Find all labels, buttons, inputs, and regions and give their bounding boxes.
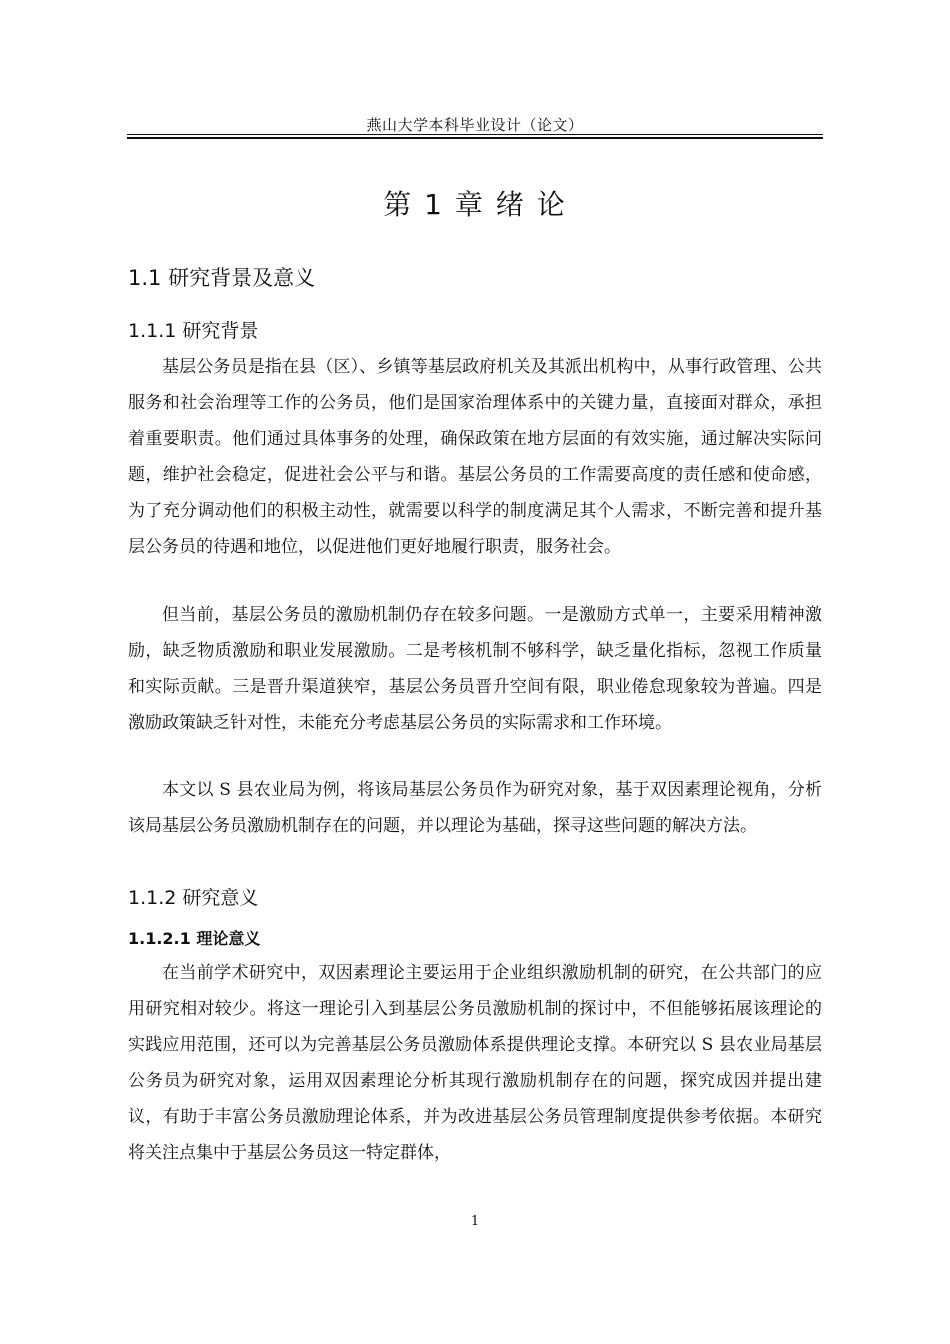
paragraph-background-1: 基层公务员是指在县（区）、乡镇等基层政府机关及其派出机构中，从事行政管理、公共服务和社会治理等工作的公务员，他们是国家治理体系中的关键力量，直接面对群众，承担着重要职责。他们通过具体事务的处理，确保政策在地方层面的有效实施，通过解决实际问题，维护社会稳定，促进社会公平与和谐。基层公务员的工作需要高度的责任感和使命感，为了充分调动他们的积极主动性，就需要以科学的制度满足其个人需求，不断完善和提升基层公务员的待遇和地位，以促进他们更好地履行职责，服务社会。 <box>128 357 822 557</box>
paragraph-theory-significance: 在当前学术研究中，双因素理论主要运用于企业组织激励机制的研究，在公共部门的应用研究相对较少。将这一理论引入到基层公务员激励机制的探讨中，不但能够拓展该理论的实践应用范围，还可以为完善基层公务员激励体系提供理论支撑。本研究以 S 县农业局基层公务员为研究对象，运用双因素理论分析其现行激励机制存在的问题，探究成因并提出建议，有助于丰富公务员激励理论体系，并为改进基层公务员管理制度提供参考依据。本研究将关注点集中于基层公务员这一特定群体， <box>128 963 822 1163</box>
section-heading-1-1-1: 1.1.1 研究背景 <box>128 320 259 342</box>
header-rule-thick <box>127 137 823 139</box>
paragraph-background-2: 但当前，基层公务员的激励机制仍存在较多问题。一是激励方式单一，主要采用精神激励，缺乏物质激励和职业发展激励。二是考核机制不够科学，缺乏量化指标，忽视工作质量和实际贡献。三是晋升渠道狭窄，基层公务员晋升空间有限，职业倦怠现象较为普遍。四是激励政策缺乏针对性，未能充分考虑基层公务员的实际需求和工作环境。 <box>128 605 822 733</box>
chapter-title: 第 1 章 绪 论 <box>383 188 567 221</box>
page-number: 1 <box>470 1214 480 1229</box>
running-header: 燕山大学本科毕业设计（论文） <box>366 116 584 134</box>
section-heading-1-1-2-1: 1.1.2.1 理论意义 <box>128 929 261 948</box>
section-heading-1-1: 1.1 研究背景及意义 <box>128 266 316 290</box>
paragraph-background-3: 本文以 S 县农业局为例，将该局基层公务员作为研究对象，基于双因素理论视角，分析该局基层公务员激励机制存在的问题，并以理论为基础，探寻这些问题的解决方法。 <box>128 780 822 836</box>
section-heading-1-1-2: 1.1.2 研究意义 <box>128 887 259 909</box>
header-rule-thin <box>127 134 823 135</box>
